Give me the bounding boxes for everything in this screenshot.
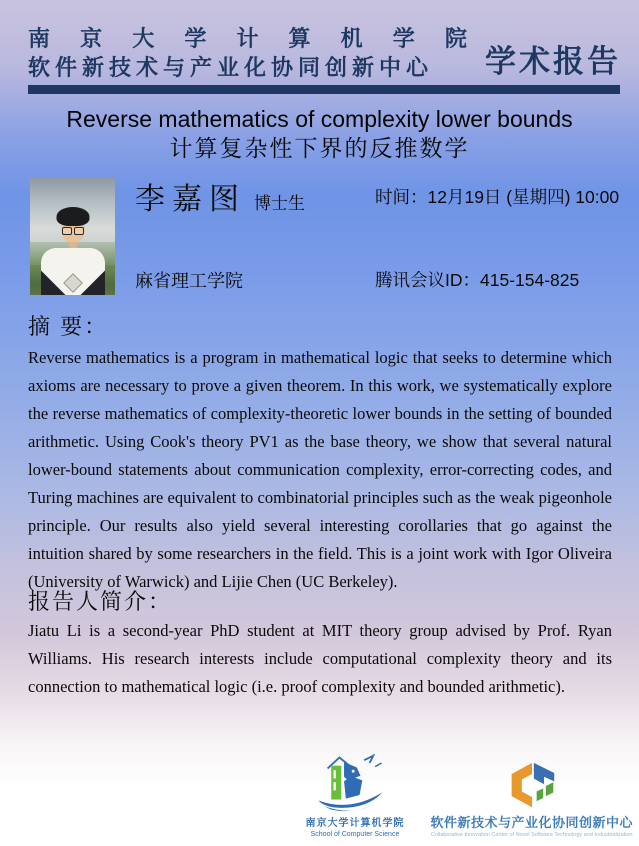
speaker-photo <box>30 178 115 295</box>
photo-person <box>38 207 108 295</box>
innovation-center: 软件新技术与产业化协同创新中心 <box>28 55 434 80</box>
university-department: 南 京 大 学 计 算 机 学 院 <box>28 26 479 51</box>
abstract-heading: 摘 要： <box>28 314 109 339</box>
poster-type-badge: 学术报告 <box>485 44 621 79</box>
school-logo <box>305 752 404 839</box>
speaker-affiliation: 麻省理工学院 <box>135 271 243 291</box>
talk-title-zh: 计算复杂性下界的反推数学 <box>169 135 470 161</box>
talk-time <box>375 184 619 209</box>
school-of-computer-science-logo-icon <box>309 752 401 816</box>
innovation-center-logo-en: Collaborative Innovation Center of Novel Software Technology and Industrialization <box>430 832 633 838</box>
bio-heading: 报告人简介： <box>28 589 173 614</box>
speaker-name-row <box>135 174 305 218</box>
speaker-degree: 博士生 <box>254 194 305 213</box>
bio-text: Jiatu Li is a second-year PhD student at MIT theory group advised by Prof. Ryan Williams. His research interests include computational complexity theory and its connection to mathematical logic (i.e. proof complexity and bounded arithmetic). <box>28 621 612 696</box>
time-label: 时间： <box>375 187 428 207</box>
meeting-label: 腾讯会议ID： <box>375 270 480 290</box>
innovation-center-logo <box>430 761 633 839</box>
footer-logos <box>305 752 633 839</box>
meeting-value: 415-154-825 <box>480 270 580 290</box>
photo-hair <box>56 207 89 226</box>
speaker-name: 李嘉图 <box>135 182 246 217</box>
innovation-center-logo-zh: 软件新技术与产业化协同创新中心 <box>430 815 633 830</box>
photo-sweater <box>41 248 105 295</box>
header-divider <box>28 85 620 94</box>
talk-title-en: Reverse mathematics of complexity lower bounds <box>66 106 573 132</box>
photo-glasses <box>62 227 84 235</box>
header-organization <box>28 24 479 82</box>
meeting-id <box>375 267 579 292</box>
innovation-center-logo-icon <box>503 761 561 811</box>
talk-title <box>0 105 639 163</box>
time-value: 12月19日 (星期四) 10:00 <box>427 187 620 207</box>
school-logo-en: School of Computer Science <box>310 831 400 838</box>
abstract-text: Reverse mathematics is a program in mathematical logic that seeks to determine which axioms are necessary to prove a given theorem. In this work, we systematically explore the reverse mathematics of complexity-theoretic lower bounds in the setting of bounded arithmetic. Using Cook's theory PV1 as the base theory, we show that several natural lower-bound statements about communication complexity, error-correcting codes, and Turing machines are equivalent to combinatorial principles such as the weak pigeonhole principle. Our results also yield several interesting corollaries that go against the intuition shared by some researchers in the field. This is a joint work with Igor Oliveira (University of Warwick) and Lijie Chen (UC Berkeley). <box>28 348 612 591</box>
school-logo-zh: 南京大学计算机学院 <box>305 818 405 829</box>
